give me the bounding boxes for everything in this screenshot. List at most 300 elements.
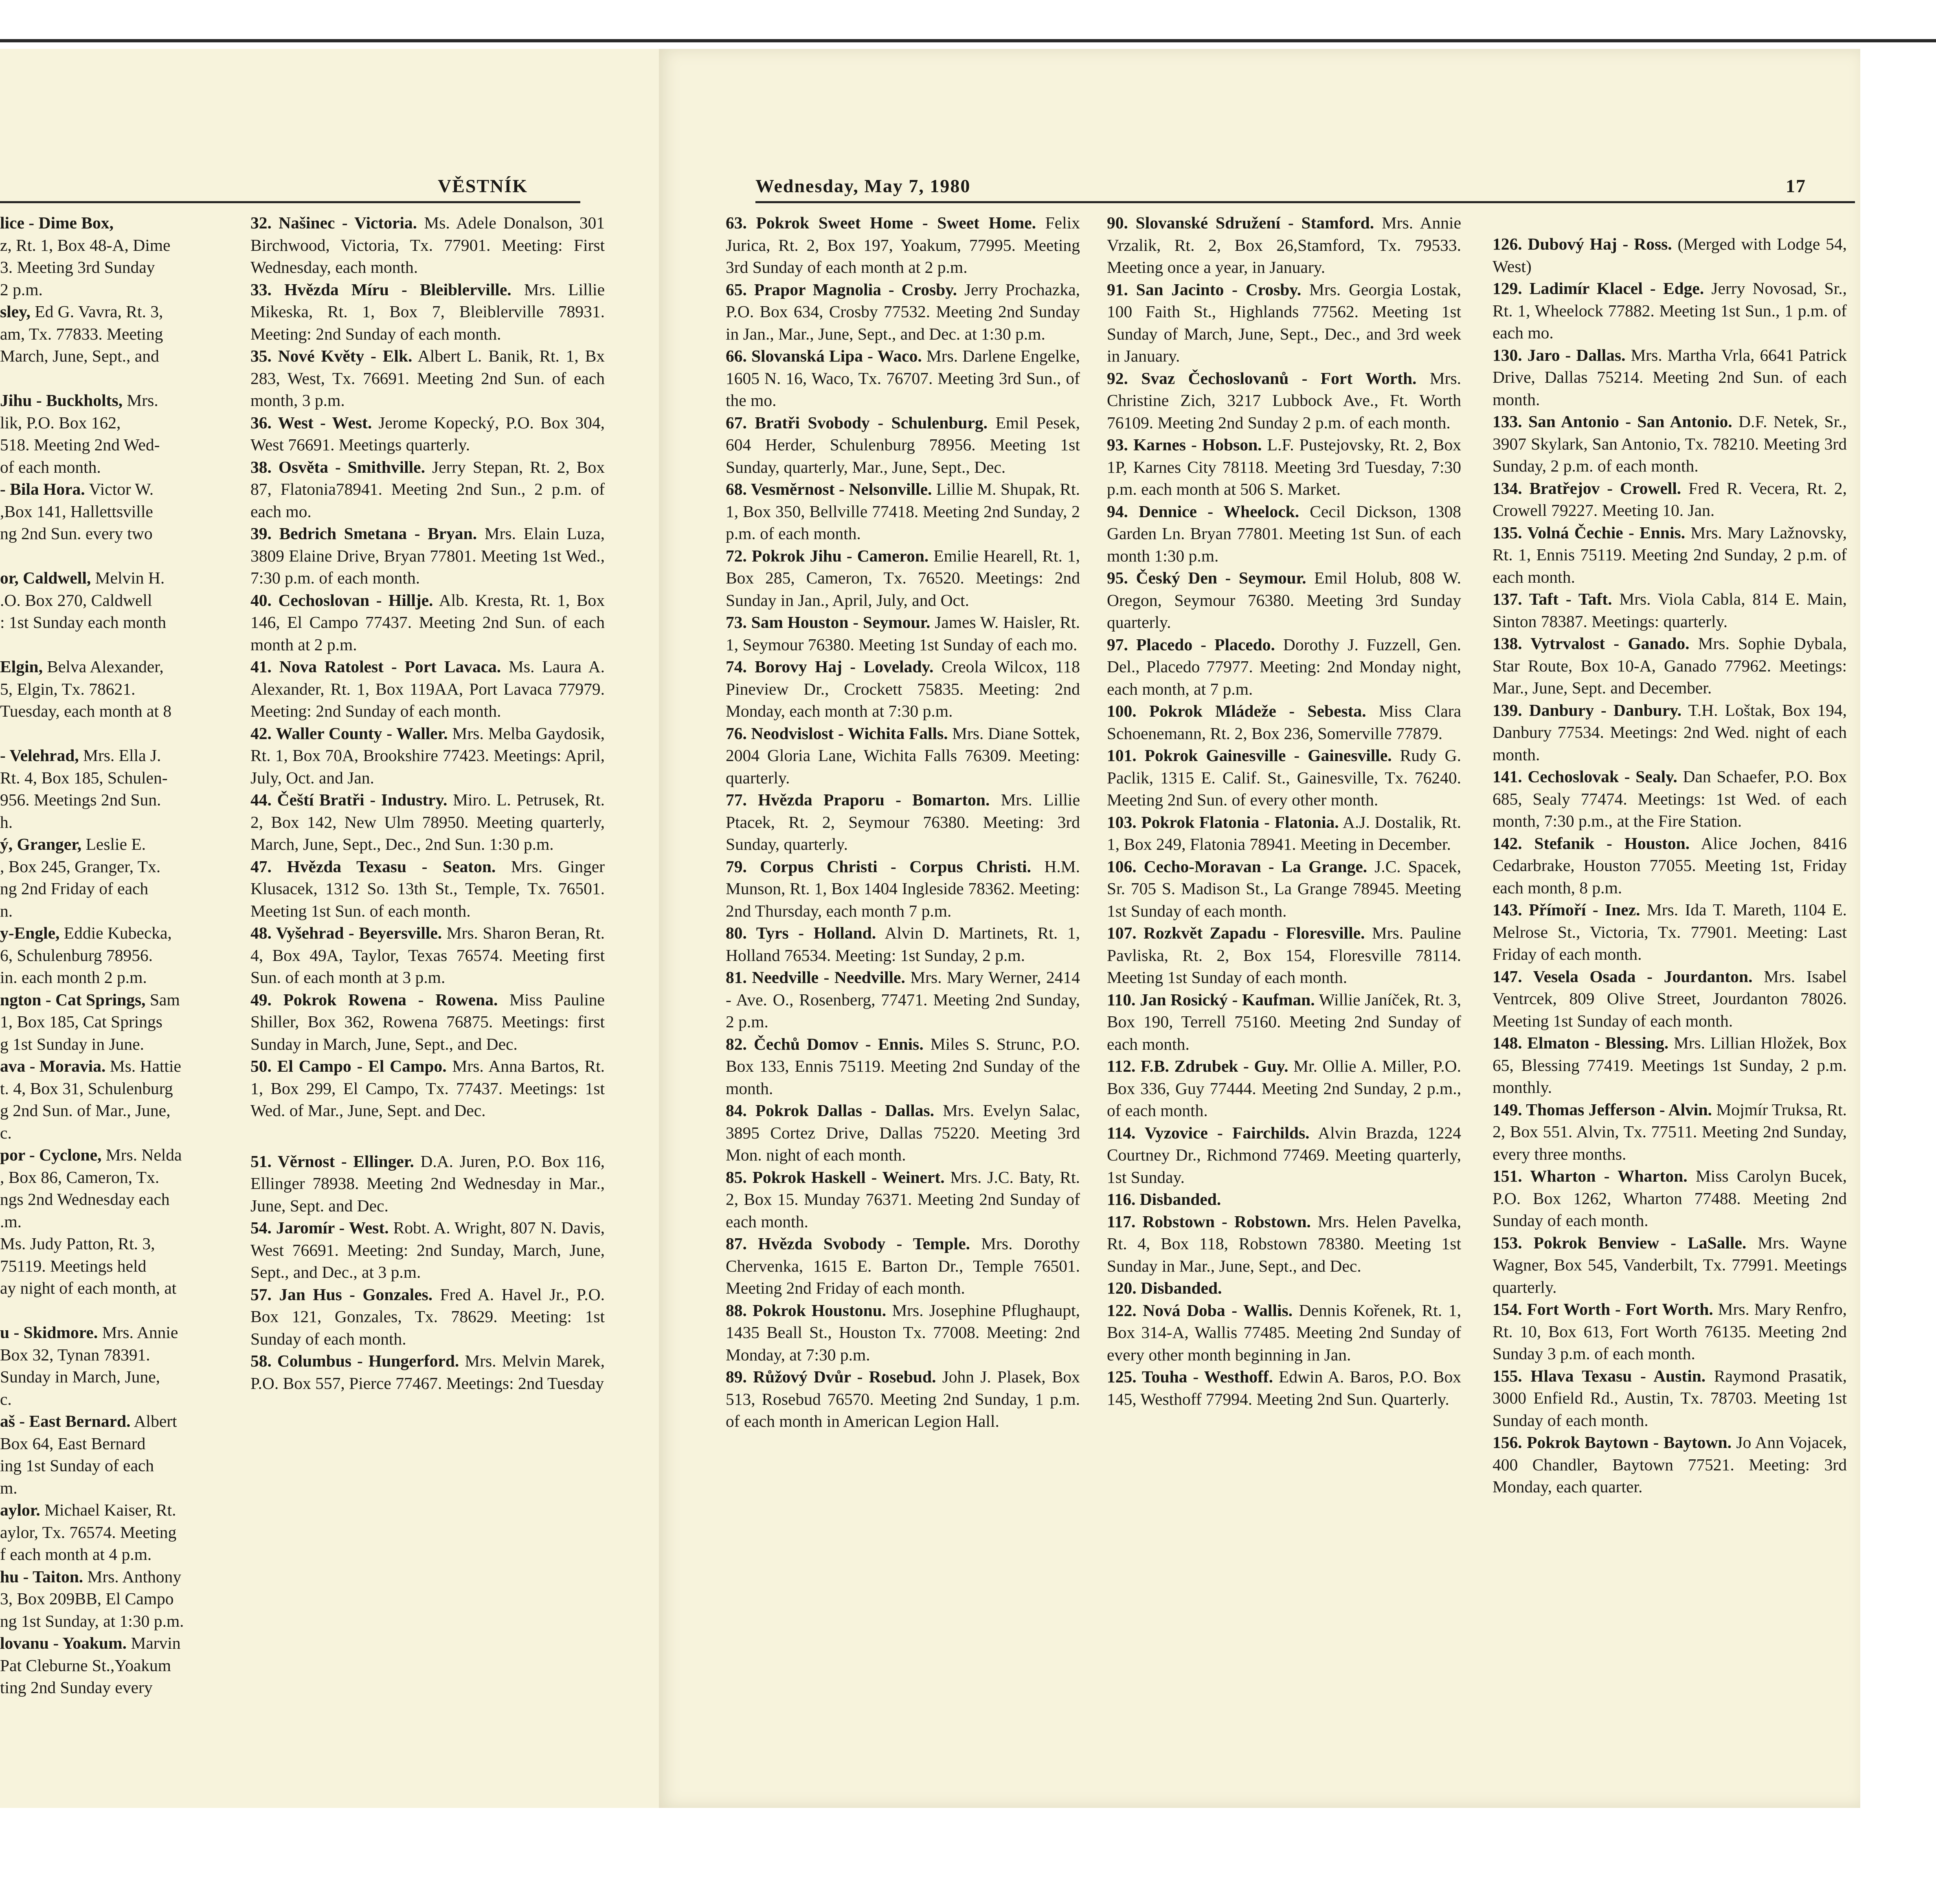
lodge-details: L.F. Pustejovsky, Rt. 2, Box 1P, Karnes City 78118. Meeting 3rd Tuesday, 7:30 p.m. each month at 506 S. Market. [1107,435,1461,498]
lodge-entry [1107,567,1461,634]
lodge-name: 125. Touha - Westhoff. [1107,1367,1273,1386]
lodge-name: 54. Jaromír - West. [250,1218,389,1237]
lodge-entry [1107,212,1461,279]
lodge-entry [1493,699,1847,766]
lodge-details: 956. Meetings 2nd Sun. [0,790,161,809]
lodge-details: A.J. Dostalik, Rt. 1, Box 249, Flatonia 78941. Meeting in December. [1107,812,1461,853]
lodge-entry [0,1654,232,1677]
lodge-details: Eddie Kubecka, [59,923,172,942]
lodge-entry [726,922,1080,966]
lodge-name: 117. Robstown - Robstown. [1107,1212,1311,1231]
lodge-details: Box 32, Tynan 78391. [0,1345,150,1364]
issue-date: Wednesday, May 7, 1980 [755,175,971,196]
lodge-entry [726,478,1080,545]
lodge-details: ing 1st Sunday of each [0,1456,154,1475]
lodge-entry [726,656,1080,722]
lodge-entry [1107,434,1461,500]
lodge-details: 5, Elgin, Tx. 78621. [0,679,136,698]
lodge-details: D.F. Netek, Sr., 3907 Skylark, San Antonio, Tx. 78210. Meeting 3rd Sunday, 2 p.m. of each month. [1493,412,1847,475]
lodge-name: ngton - Cat Springs, [0,990,146,1009]
lodge-entry [0,722,232,745]
lodge-details: Miss Carolyn Bucek, P.O. Box 1262, Wharton 77488. Meeting 2nd Sunday of each month. [1493,1167,1847,1230]
lodge-details: Miss Pauline Shiller, Box 362, Rowena 76875. Meetings: first Sunday in March, June, Sept., and Dec. [250,990,605,1053]
lodge-name: 87. Hvězda Svobody - Temple. [726,1234,970,1253]
lodge-details: Mrs. Christine Zich, 3217 Lubbock Ave., Ft. Worth 76109. Meeting 2nd Sunday 2 p.m. of each month. [1107,369,1461,432]
lodge-name: 106. Cecho-Moravan - La Grange. [1107,857,1367,876]
lodge-details: Willie Janíček, Rt. 3, Box 190, Terrell 75160. Meeting 2nd Sunday of each month. [1107,990,1461,1053]
lodge-details: Ed G. Vavra, Rt. 3, [30,302,163,321]
lodge-name: 134. Bratřejov - Crowell. [1493,478,1681,498]
lodge-name: 36. West - West. [250,413,372,432]
lodge-details: Mrs. Viola Cabla, 814 E. Main, Sinton 78387. Meetings: quarterly. [1493,590,1847,631]
lodge-name: hu - Taiton. [0,1567,83,1586]
lodge-entry [0,1321,232,1344]
lodge-entry [250,1150,605,1217]
lodge-entry [726,545,1080,612]
lodge-name: ý, Granger, [0,835,82,853]
lodge-entry [0,500,232,523]
lodge-entry [0,611,232,634]
lodge-entry [726,1099,1080,1166]
lodge-entry [0,656,232,678]
lodge-name: 49. Pokrok Rowena - Rowena. [250,990,498,1009]
page-top-border [0,39,1936,42]
lodge-name: or, Caldwell, [0,568,91,587]
lodge-details: Alb. Kresta, Rt. 1, Box 146, El Campo 77437. Meeting 2nd Sun. of each month at 2 p.m. [250,590,605,654]
lodge-entry [726,345,1080,412]
lodge-entry [0,855,232,878]
lodge-name: 58. Columbus - Hungerford. [250,1351,459,1370]
lodge-entry [1107,744,1461,811]
lodge-entry [0,1255,232,1277]
lodge-details: Mrs. Mary Renfro, Rt. 10, Box 613, Fort Worth 76135. Meeting 2nd Sunday 3 p.m. of each month. [1493,1300,1847,1363]
lodge-entry [1493,766,1847,832]
lodge-details: Mrs. Melba Gaydosik, Rt. 1, Box 70A, Brookshire 77423. Meetings: April, July, Oct. and Jan. [250,724,605,787]
lodge-name: 48. Vyšehrad - Beyersville. [250,923,442,942]
lodge-name: 74. Borovy Haj - Lovelady. [726,657,934,676]
lodge-name: 42. Waller County - Waller. [250,724,448,743]
lodge-name: 156. Pokrok Baytown - Baytown. [1493,1433,1732,1452]
lodge-details: Ms. Judy Patton, Rt. 3, [0,1234,155,1253]
lodge-details: (Merged with Lodge 54, West) [1493,235,1847,276]
lodge-name: Elgin, [0,657,43,676]
lodge-name: 40. Cechoslovan - Hillje. [250,590,433,610]
lodge-entry [1493,588,1847,632]
lodge-entry [0,1432,232,1455]
lodge-entry [0,1233,232,1255]
lodge-details: Mrs. Josephine Pflughaupt, 1435 Beall St., Houston Tx. 77008. Meeting: 2nd Monday, at 7:30 p.m. [726,1301,1080,1364]
lodge-entry [0,323,232,345]
lodge-details: Alvin D. Martinets, Rt. 1, Holland 76534. Meeting: 1st Sunday, 2 p.m. [726,923,1080,965]
lodge-details: m. [0,1478,18,1497]
lodge-entry [250,789,605,855]
lodge-name: 89. Růžový Dvůr - Rosebud. [726,1367,936,1386]
lodge-details: Rt. 4, Box 185, Schulen- [0,768,168,787]
lodge-details: Sam [145,990,180,1009]
lodge-entry [1107,1299,1461,1366]
lodge-entry [1493,1365,1847,1432]
lodge-name: 73. Sam Houston - Seymour. [726,613,931,632]
lodge-details: 75119. Meetings held [0,1256,147,1275]
lodge-entry [1107,1055,1461,1122]
lodge-details: H.M. Munson, Rt. 1, Box 1404 Ingleside 78362. Meeting: 2nd Thursday, each month 7 p.m. [726,857,1080,920]
lodge-details: Melvin H. [91,568,165,587]
lodge-name: 35. Nové Květy - Elk. [250,347,413,365]
lodge-entry [0,1676,232,1699]
lodge-entry [1107,989,1461,1055]
lodge-details: Mrs. Evelyn Salac, 3895 Cortez Drive, Dallas 75220. Meeting 3rd Mon. night of each month. [726,1101,1080,1164]
lodge-name: 77. Hvězda Praporu - Bomarton. [726,790,990,809]
lodge-details: c. [0,1123,12,1142]
lodge-entry [0,1588,232,1610]
lodge-details: Mrs. Ella J. [79,746,161,765]
lodge-name: 72. Pokrok Jihu - Cameron. [726,546,929,565]
lodge-entry [250,989,605,1055]
lodge-entry [1493,899,1847,965]
lodge-entry [726,1233,1080,1299]
lodge-entry [1107,811,1461,855]
lodge-entry [1493,832,1847,899]
lodge-name: 51. Věrnost - Ellinger. [250,1152,414,1171]
lodge-name: 50. El Campo - El Campo. [250,1057,447,1075]
lodge-details: Miss Clara Schoenemann, Rt. 2, Box 236, Somerville 77879. [1107,702,1461,743]
lodge-name: 100. Pokrok Mládeže - Sebesta. [1107,702,1366,720]
lodge-details: 1, Box 185, Cat Springs [0,1012,162,1031]
lodge-entry [0,589,232,612]
lodge-name: aš - East Bernard. [0,1412,131,1430]
lodge-entry [1493,522,1847,588]
lodge-name: 67. Bratři Svobody - Schulenburg. [726,413,988,432]
lodge-details: Creola Wilcox, 118 Pineview Dr., Crockett 75835. Meeting: 2nd Monday, each month at 7:30 p.m. [726,657,1080,720]
lodge-entry [0,545,232,567]
lodge-name: 81. Needville - Needville. [726,968,905,987]
lodge-entry [0,1477,232,1499]
lodge-details: Dan Schaefer, P.O. Box 685, Sealy 77474. Meetings: 1st Wed. of each month, 7:30 p.m., at the Fire Station. [1493,767,1847,830]
lodge-details: aylor, Tx. 76574. Meeting [0,1522,177,1542]
lodge-details: Edwin A. Baros, P.O. Box 145, Westhoff 77994. Meeting 2nd Sun. Quarterly. [1107,1367,1461,1408]
lodge-details: .O. Box 270, Caldwell [0,590,152,610]
lodge-name: Jihu - Buckholts, [0,391,123,410]
lodge-entry [1493,1165,1847,1232]
lodge-details: Mrs. Sophie Dybala, Star Route, Box 10-A, Ganado 77962. Meetings: Mar., June, Sept. and December. [1493,634,1847,697]
lodge-entry [1493,410,1847,477]
lodge-entry [0,1122,232,1144]
lodge-name: 149. Thomas Jefferson - Alvin. [1493,1100,1712,1119]
lodge-entry [726,1366,1080,1432]
lodge-details: Emil Holub, 808 W. Oregon, Seymour 76380. Meeting 3rd Sunday quarterly. [1107,568,1461,632]
page-number: 17 [1786,175,1806,196]
lodge-details: Ms. Laura A. Alexander, Rt. 1, Box 119AA, Port Lavaca 77979. Meeting: 2nd Sunday of each month. [250,657,605,720]
lodge-entry [0,1543,232,1566]
lodge-entry [726,412,1080,478]
lodge-entry [0,1099,232,1122]
lodge-details: , Box 245, Granger, Tx. [0,857,161,876]
lodge-details: z, Rt. 1, Box 48-A, Dime [0,235,171,254]
lodge-entry [0,345,232,367]
lodge-name: 137. Taft - Taft. [1493,590,1612,608]
lodge-details: Leslie E. [81,835,146,853]
lodge-details: Mrs. Ginger Klusacek, 1312 So. 13th St., Temple, Tx. 76501. Meeting 1st Sun. of each month. [250,857,605,920]
lodge-entry [0,1366,232,1388]
lodge-details: Michael Kaiser, Rt. [40,1500,176,1519]
lodge-name: 114. Vyzovice - Fairchilds. [1107,1123,1310,1142]
lodge-details: Dennis Kořenek, Rt. 1, Box 314-A, Wallis 77485. Meeting 2nd Sunday of every other month beginning in Jan. [1107,1301,1461,1364]
lodge-details: Mrs. Martha Vrla, 6641 Patrick Drive, Dallas 75214. Meeting 2nd Sun. of each month. [1493,345,1847,409]
lodge-name: 130. Jaro - Dallas. [1493,345,1626,364]
lodge-details: Box 64, East Bernard [0,1434,146,1453]
lodge-entry [250,456,605,523]
header-rule-left [0,201,580,203]
lodge-name: 147. Vesela Osada - Jourdanton. [1493,967,1753,986]
lodge-entry [0,989,232,1011]
lodge-name: 110. Jan Rosický - Kaufman. [1107,990,1315,1009]
lodge-details: Ms. Adele Donalson, 301 Birchwood, Victoria, Tx. 77901. Meeting: First Wednesday, each month. [250,213,605,276]
lodge-name: 142. Stefanik - Houston. [1493,834,1690,853]
lodge-name: lice - Dime Box, [0,213,114,232]
lodge-name: 39. Bedrich Smetana - Bryan. [250,524,477,543]
lodge-entry [1107,500,1461,567]
lodge-entry [1107,1188,1461,1211]
lodge-entry [250,1350,605,1394]
lodge-details: 2 p.m. [0,280,43,299]
lodge-entry [0,1011,232,1033]
lodge-details: Mrs. Georgia Lostak, 100 Faith St., Highlands 77562. Meeting 1st Sunday of March, June, Sept., Dec., and 3rd week in January. [1107,280,1461,365]
lodge-name: 94. Dennice - Wheelock. [1107,502,1299,521]
lodge-name: 76. Neodvislost - Wichita Falls. [726,724,948,743]
lodge-details: Mrs. Isabel Ventrcek, 809 Olive Street, Jourdanton 78026. Meeting 1st Sunday of each month. [1493,967,1847,1030]
lodge-details: March, June, Sept., and [0,347,159,365]
lodge-name: 138. Vytrvalost - Ganado. [1493,634,1690,653]
lodge-details: Belva Alexander, [42,657,164,676]
lodge-details: ng 2nd Sun. every two [0,524,153,543]
lodge-name: 143. Přímoří - Inez. [1493,900,1640,919]
lodge-details: Jerry Stepan, Rt. 2, Box 87, Flatonia78941. Meeting 2nd Sun., 2 p.m. of each mo. [250,457,605,521]
lodge-details: Fred R. Vecera, Rt. 2, Crowell 79227. Meeting 10. Jan. [1493,478,1847,520]
lodge-name: lovanu - Yoakum. [0,1634,127,1652]
lodge-details: Robt. A. Wright, 807 N. Davis, West 76691. Meeting: 2nd Sunday, March, June, Sept., and Dec., at 3 p.m. [250,1218,605,1281]
lodge-name: 95. Český Den - Seymour. [1107,568,1306,587]
lodge-entry [1107,855,1461,922]
lodge-name: 57. Jan Hus - Gonzales. [250,1285,433,1304]
lodge-entry [726,789,1080,855]
lodge-entry [0,1211,232,1233]
lodge-entry [1107,634,1461,700]
lodge-details: f each month at 4 p.m. [0,1545,152,1564]
lodge-entry [1107,367,1461,434]
lodge-details: Emilie Hearell, Rt. 1, Box 285, Cameron, Tx. 76520. Meetings: 2nd Sunday in Jan., April, July, and Oct. [726,546,1080,610]
lodge-details: Mrs. Anna Bartos, Rt. 1, Box 299, El Campo, Tx. 77437. Meetings: 1st Wed. of Mar., June, Sept. and Dec. [250,1057,605,1120]
lodge-details: Mrs. Pauline Pavliska, Rt. 2, Box 154, Floresville 78114. Meeting 1st Sunday of each month. [1107,923,1461,987]
lodge-name: 126. Dubový Haj - Ross. [1493,235,1672,253]
lodge-details: ting 2nd Sunday every [0,1678,153,1697]
lodge-entry [250,522,605,589]
lodge-details: Alvin Brazda, 1224 Courtney Dr., Richmond 77469. Meeting quarterly, 1st Sunday. [1107,1123,1461,1187]
lodge-entry [250,412,605,456]
lodge-name: 133. San Antonio - San Antonio. [1493,412,1732,431]
lodge-details: Mrs. Diane Sottek, 2004 Gloria Lane, Wichita Falls 76309. Meeting: quarterly. [726,724,1080,787]
lodge-details: Felix Jurica, Rt. 2, Box 197, Yoakum, 77995. Meeting 3rd Sunday of each month at 2 p.m. [726,213,1080,276]
lodge-name: 41. Nova Ratolest - Port Lavaca. [250,657,501,676]
lodge-details: h. [0,812,13,831]
lodge-details: Lillie M. Shupak, Rt. 1, Box 350, Bellville 77418. Meeting 2nd Sunday, 2 p.m. of each month. [726,480,1080,543]
lodge-entry [0,478,232,500]
lodge-details: Albert [130,1412,177,1430]
lodge-details: John J. Plasek, Box 513, Rosebud 76570. Meeting 2nd Sunday, 1 p.m. of each month in American Legion Hall. [726,1367,1080,1430]
lodge-details: Mrs. Mary Werner, 2414 - Ave. O., Rosenberg, 77471. Meeting 2nd Sunday, 2 p.m. [726,968,1080,1031]
lodge-details: Mr. Ollie A. Miller, P.O. Box 336, Guy 77444. Meeting 2nd Sunday, 2 p.m., of each month. [1107,1057,1461,1120]
lodge-name: 112. F.B. Zdrubek - Guy. [1107,1057,1288,1075]
lodge-details: ,Box 141, Hallettsville [0,502,153,521]
lodge-name: por - Cyclone, [0,1145,102,1164]
lodge-details: Mrs. Annie [98,1323,178,1342]
lodge-entry [0,1454,232,1477]
lodge-name: 103. Pokrok Flatonia - Flatonia. [1107,812,1339,831]
lodge-name: 139. Danbury - Danbury. [1493,700,1682,719]
lodge-details: 3. Meeting 3rd Sunday [0,258,155,276]
lodge-entry [1493,233,1847,277]
lodge-name: 63. Pokrok Sweet Home - Sweet Home. [726,213,1036,232]
lodge-details: ngs 2nd Wednesday each [0,1190,170,1209]
lodge-entry [0,279,232,301]
lodge-name: 82. Čechů Domov - Ennis. [726,1034,924,1053]
lodge-entry [726,855,1080,922]
lodge-name: 97. Placedo - Placedo. [1107,635,1275,654]
lodge-entry [250,855,605,922]
lodge-entry [250,589,605,656]
lodge-name: 65. Prapor Magnolia - Crosby. [726,280,957,299]
lodge-name: 107. Rozkvět Zapadu - Floresville. [1107,923,1365,942]
lodge-entry [0,256,232,279]
lodge-details: Mrs. Darlene Engelke, 1605 N. 16, Waco, Tx. 76707. Meeting 3rd Sun., of the mo. [726,347,1080,410]
lodge-name: 68. Vesměrnost - Nelsonville. [726,480,932,498]
lodge-details: Mrs. Dorothy Chervenka, 1615 E. Barton Dr., Temple 76501. Meeting 2nd Friday of each month. [726,1234,1080,1297]
lodge-name: 141. Cechoslovak - Sealy. [1493,767,1677,786]
lodge-details: Mrs. J.C. Baty, Rt. 2, Box 15. Munday 76371. Meeting 2nd Sunday of each month. [726,1167,1080,1231]
lodge-entry [0,1521,232,1544]
lodge-details: Mrs. Lillian Hložek, Box 65, Blessing 77419. Meetings 1st Sunday, 2 p.m. monthly. [1493,1033,1847,1097]
lodge-details: Jerry Prochazka, P.O. Box 634, Crosby 77532. Meeting 2nd Sunday in Jan., Mar., June, Sept., and Dec. at 1:30 p.m. [726,280,1080,343]
lodge-entry [1107,1122,1461,1189]
lodge-details: Jo Ann Vojacek, 400 Chandler, Baytown 77521. Meeting: 3rd Monday, each quarter. [1493,1433,1847,1496]
lodge-details: Ms. Hattie [105,1057,181,1075]
lodge-details: Pat Cleburne St.,Yoakum [0,1656,171,1675]
lodge-name: 85. Pokrok Haskell - Weinert. [726,1167,945,1187]
lodge-name: - Velehrad, [0,746,79,765]
lodge-entry [0,833,232,855]
lodge-entry [0,567,232,589]
lodge-entry [0,1077,232,1100]
lodge-entry [726,966,1080,1033]
lodge-details: Victor W. [85,480,154,498]
lodge-entry [0,1610,232,1632]
lodge-entry [0,1632,232,1654]
lodge-details: in. each month 2 p.m. [0,968,147,987]
lodge-name: 151. Wharton - Wharton. [1493,1167,1688,1185]
lodge-name: 101. Pokrok Gainesville - Gainesville. [1107,746,1392,765]
column-right-3 [1493,212,1847,1498]
lodge-details: t. 4, Box 31, Schulenburg [0,1079,173,1098]
column-right-2 [1107,212,1461,1410]
lodge-entry [250,1283,605,1350]
lodge-name: sley, [0,302,31,321]
lodge-details: Jerome Kopecký, P.O. Box 304, West 76691. Meetings quarterly. [250,413,605,454]
lodge-details: g 1st Sunday in June. [0,1034,144,1053]
lodge-entry [0,1055,232,1077]
lodge-entry [0,1388,232,1410]
lodge-details: Tuesday, each month at 8 [0,702,172,720]
lodge-details: lik, P.O. Box 162, [0,413,121,432]
lodge-name: 79. Corpus Christi - Corpus Christi. [726,857,1031,876]
lodge-details: Mrs. Wayne Wagner, Box 545, Vanderbilt, Tx. 77991. Meetings quarterly. [1493,1233,1847,1296]
lodge-name: 32. Našinec - Victoria. [250,213,417,232]
lodge-details: Emil Pesek, 604 Herder, Schulenburg 78956. Meeting 1st Sunday, quarterly, Mar., June, Sept., Dec. [726,413,1080,476]
lodge-entry [1493,477,1847,522]
lodge-entry [1107,700,1461,744]
lodge-entry [0,634,232,656]
lodge-details: 518. Meeting 2nd Wed- [0,435,160,454]
lodge-details: ng 1st Sunday, at 1:30 p.m. [0,1611,184,1630]
lodge-name: 153. Pokrok Benview - LaSalle. [1493,1233,1747,1252]
lodge-details: Mrs. [122,391,158,410]
lodge-details: Mrs. Sharon Beran, Rt. 4, Box 49A, Taylor, Texas 76574. Meeting first Sun. of each month at 3 p.m. [250,923,605,987]
lodge-entry [0,789,232,811]
lodge-name: 129. Ladimír Klacel - Edge. [1493,279,1704,298]
lodge-entry [726,611,1080,656]
lodge-details: Alice Jochen, 8416 Cedarbrake, Houston 77055. Meeting 1st, Friday each month, 8 p.m. [1493,834,1847,897]
lodge-entry [0,900,232,922]
lodge-details: Mrs. Melvin Marek, P.O. Box 557, Pierce 77467. Meetings: 2nd Tuesday [250,1351,605,1393]
lodge-name: 47. Hvězda Texasu - Seaton. [250,857,496,876]
lodge-entry [1107,1211,1461,1277]
lodge-entry [0,212,232,234]
lodge-entry [250,212,605,279]
lodge-details: , Box 86, Cameron, Tx. [0,1167,160,1187]
lodge-entry [726,1033,1080,1100]
column-left-2 [250,212,605,1394]
lodge-name: u - Skidmore. [0,1323,98,1342]
lodge-details: Dorothy J. Fuzzell, Gen. Del., Placedo 77977. Meeting: 2nd Monday night, each month, at 7 p.m. [1107,635,1461,698]
column-right-1 [726,212,1080,1432]
lodge-entry [0,1144,232,1166]
lodge-details: Sunday in March, June, [0,1367,160,1386]
lodge-entry [0,1499,232,1521]
lodge-details: James W. Haisler, Rt. 1, Seymour 76380. Meeting 1st Sunday of each mo. [726,613,1080,654]
lodge-name: 93. Karnes - Hobson. [1107,435,1262,454]
lodge-entry [1107,1366,1461,1410]
lodge-details: Mrs. Nelda [101,1145,182,1164]
lodge-details: Mrs. Annie Vrzalik, Rt. 2, Box 26,Stamford, Tx. 79533. Meeting once a year, in January. [1107,213,1461,276]
lodge-entry [0,367,232,390]
lodge-entry [250,1217,605,1283]
column-left-1 [0,212,232,1699]
lodge-details: Fred A. Havel Jr., P.O. Box 121, Gonzales, Tx. 78629. Meeting: 1st Sunday of each month. [250,1285,605,1348]
lodge-entry [0,522,232,545]
lodge-details: Miles S. Strunc, P.O. Box 133, Ennis 75119. Meeting 2nd Sunday of the month. [726,1034,1080,1098]
lodge-entry [0,744,232,767]
lodge-entry [0,301,232,323]
lodge-entry [0,922,232,944]
lodge-entry [250,1055,605,1122]
lodge-name: 80. Tyrs - Holland. [726,923,876,942]
lodge-entry [1493,1431,1847,1498]
lodge-entry [0,389,232,412]
lodge-details: D.A. Juren, P.O. Box 116, Ellinger 78938. Meeting 2nd Wednesday in Mar., June, Sept. and Dec. [250,1152,605,1215]
lodge-entry [0,767,232,789]
lodge-name: 120. Disbanded. [1107,1279,1222,1297]
lodge-entry [1493,632,1847,699]
lodge-entry [0,1410,232,1432]
lodge-entry [726,1166,1080,1233]
